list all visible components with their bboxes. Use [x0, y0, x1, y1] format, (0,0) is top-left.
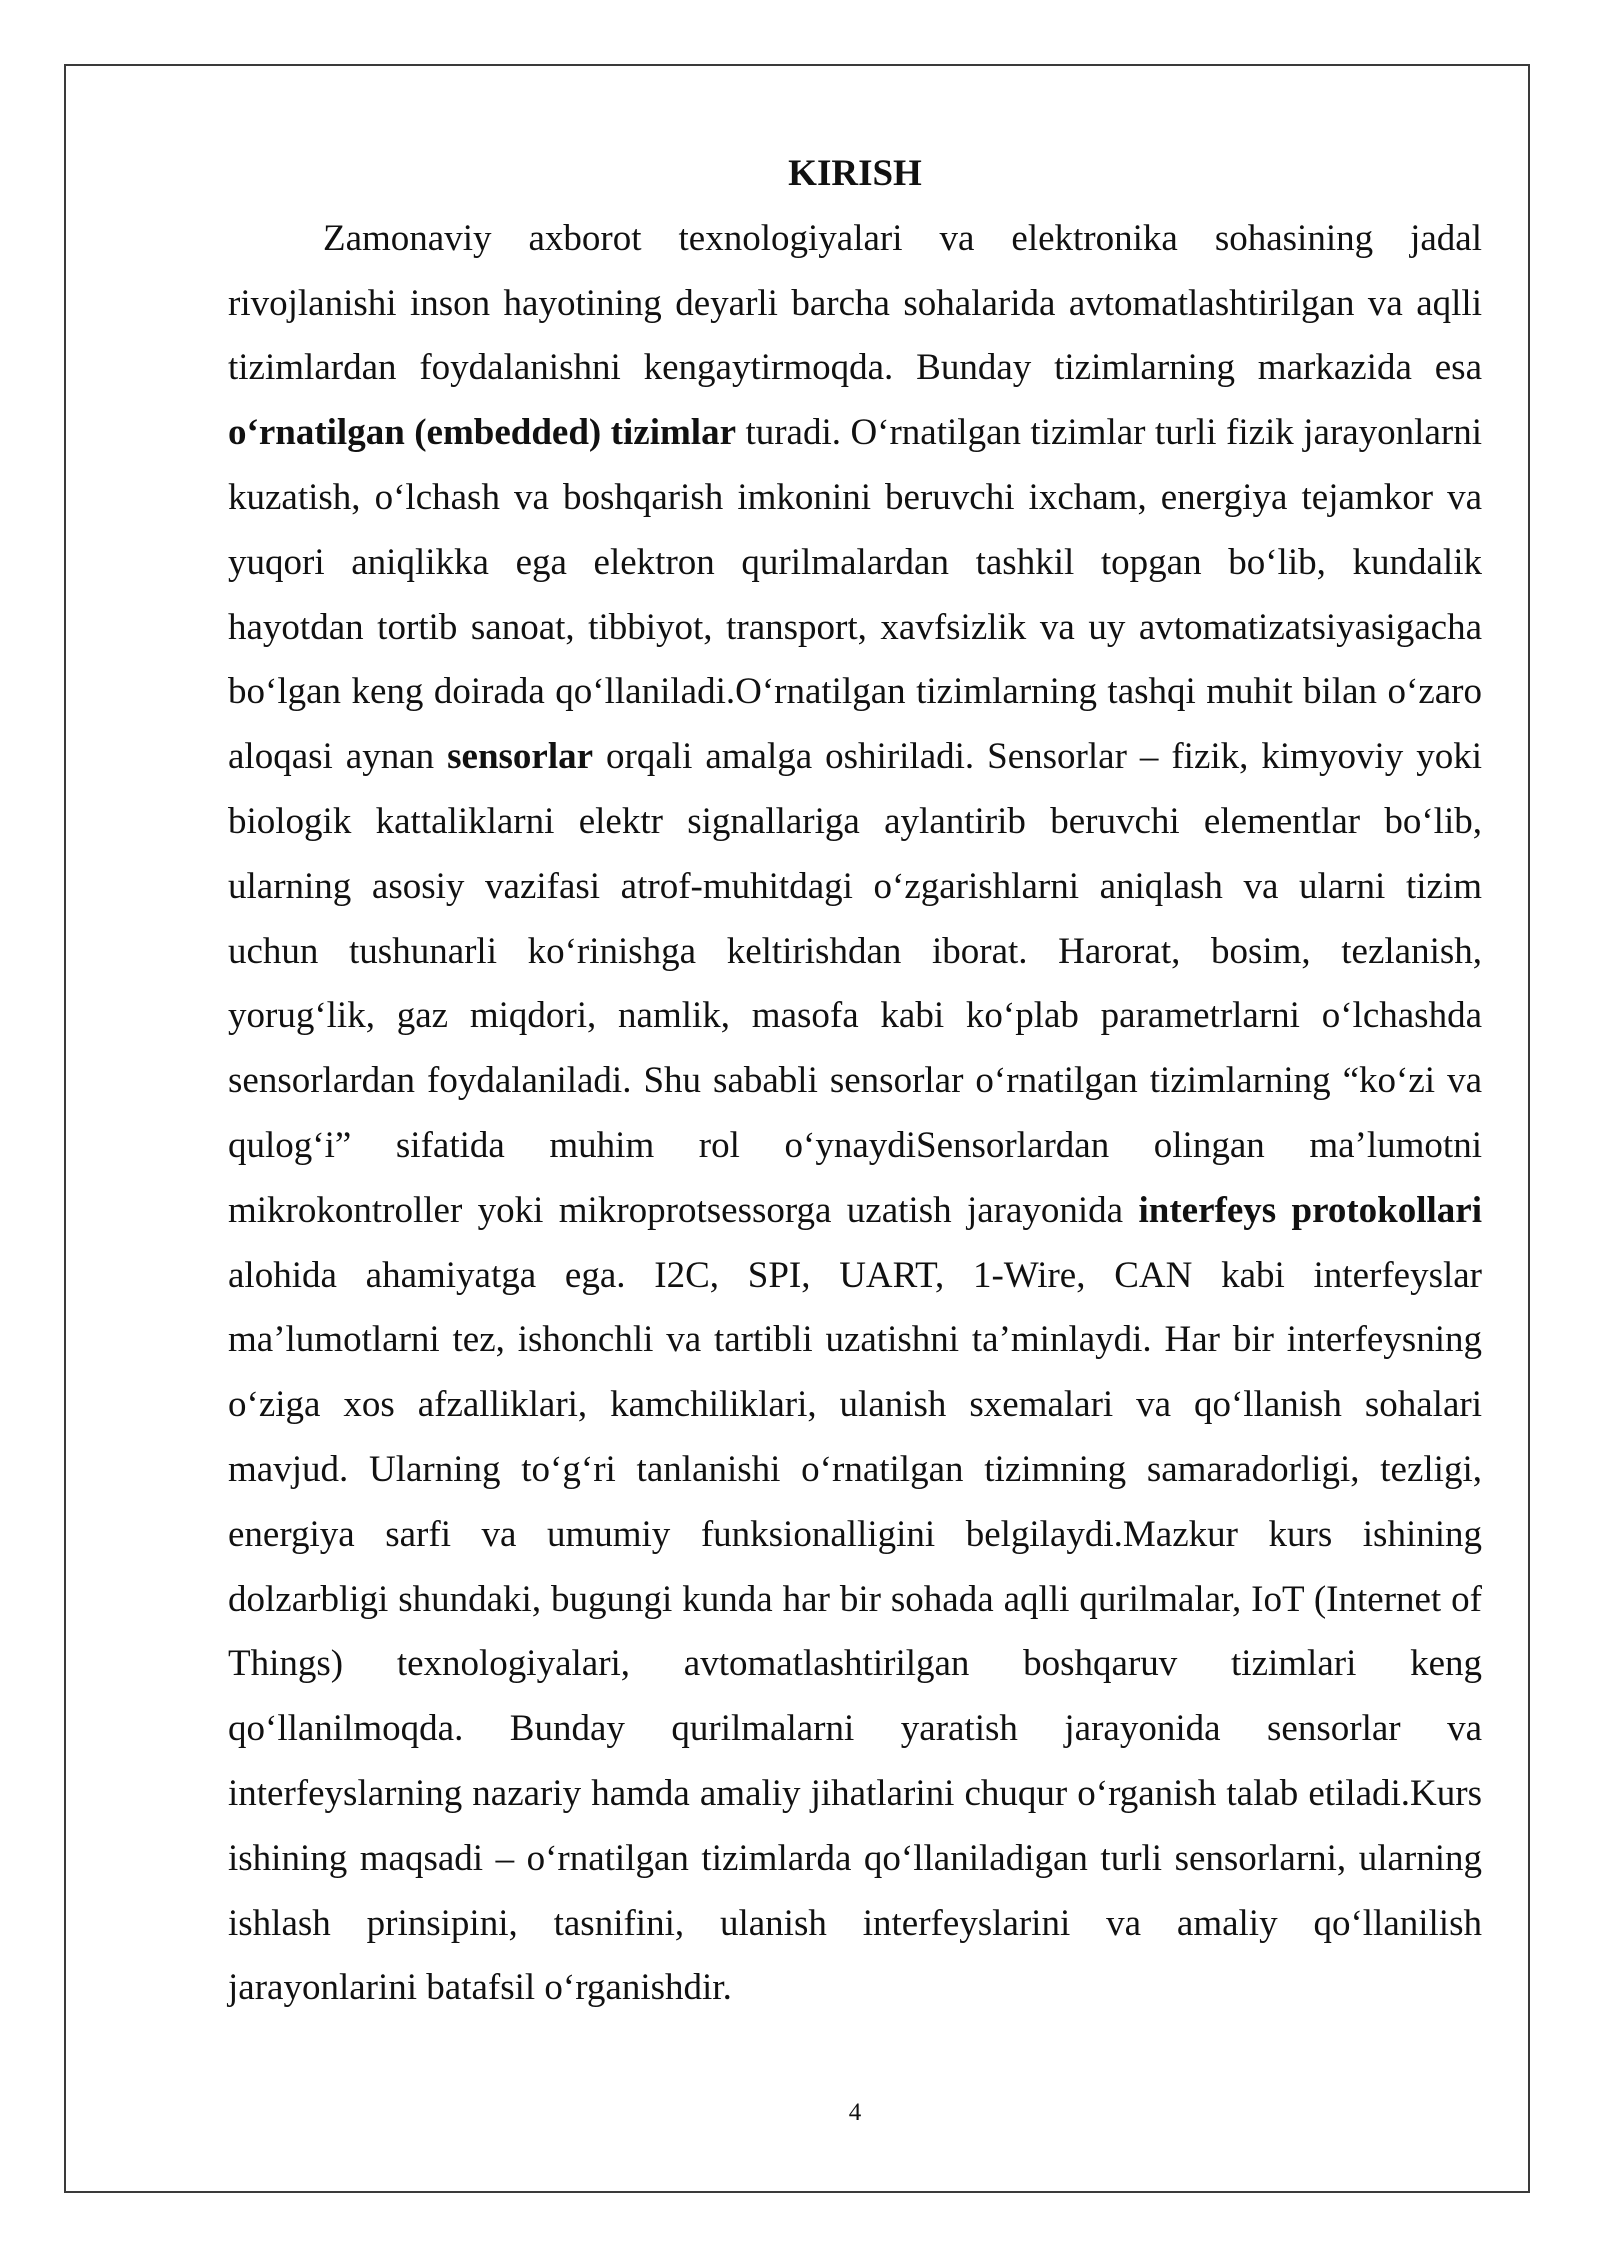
text-line: qulog‘i” sifatida muhim rol o‘ynaydiSensorlardan olingan ma’lumotni	[228, 1124, 1482, 1166]
text-segment: mikrokontroller yoki mikroprotsessorga uzatish jarayonida	[228, 1189, 1124, 1231]
document-body	[228, 142, 1482, 2021]
text-line: Zamonaviy axborot texnologiyalari va elektronika sohasining jadal	[323, 217, 1482, 259]
text-line: jarayonlarini batafsil o‘rganishdir.	[228, 1967, 732, 2009]
text-line: biologik kattaliklarni elektr signallariga aylantirib beruvchi elementlar bo‘lib,	[228, 800, 1482, 842]
text-line: ishining maqsadi – o‘rnatilgan tizimlarda qo‘llaniladigan turli sensorlarni, ularning	[228, 1837, 1482, 1879]
text-line: energiya sarfi va umumiy funksionalligini belgilaydi.Mazkur kurs ishining	[228, 1513, 1482, 1555]
text-line: alohida ahamiyatga ega. I2C, SPI, UART, 1-Wire, CAN kabi interfeyslar	[228, 1254, 1482, 1296]
text-segment: aloqasi aynan	[228, 736, 435, 778]
text-line: tizimlardan foydalanishni kengaytirmoqda. Bunday tizimlarning markazida esa	[228, 347, 1482, 389]
text-line	[228, 725, 1482, 790]
text-line: ularning asosiy vazifasi atrof-muhitdagi o‘zgarishlarni aniqlash va ularni tizim	[228, 865, 1482, 907]
text-line: mavjud. Ularning to‘g‘ri tanlanishi o‘rnatilgan tizimning samaradorligi, tezligi,	[228, 1448, 1482, 1490]
bold-term: interfeys protokollari	[1138, 1189, 1482, 1231]
text-line: kuzatish, o‘lchash va boshqarish imkonini beruvchi ixcham, energiya tejamkor va	[228, 476, 1482, 518]
text-line: dolzarbligi shundaki, bugungi kunda har bir sohada aqlli qurilmalar, IoT (Internet of	[228, 1578, 1482, 1620]
text-segment: turadi. O‘rnatilgan tizimlar turli fizik jarayonlarni	[745, 412, 1482, 454]
text-line: uchun tushunarli ko‘rinishga keltirishdan iborat. Harorat, bosim, tezlanish,	[228, 930, 1482, 972]
text-line	[228, 1179, 1482, 1244]
section-heading: KIRISH	[788, 153, 922, 194]
text-line: Things) texnologiyalari, avtomatlashtirilgan boshqaruv tizimlari keng	[228, 1643, 1482, 1685]
page-number: 4	[848, 2099, 862, 2126]
text-line: yuqori aniqlikka ega elektron qurilmalardan tashkil topgan bo‘lib, kundalik	[228, 541, 1482, 583]
text-line: ma’lumotlarni tez, ishonchli va tartibli uzatishni ta’minlaydi. Har bir interfeysning	[228, 1319, 1482, 1361]
text-line	[228, 401, 1482, 466]
text-line: yorug‘lik, gaz miqdori, namlik, masofa kabi ko‘plab parametrlarni o‘lchashda	[228, 995, 1482, 1037]
text-line: qo‘llanilmoqda. Bunday qurilmalarni yaratish jarayonida sensorlar va	[228, 1708, 1482, 1750]
text-segment: orqali amalga oshiriladi. Sensorlar – fizik, kimyoviy yoki	[606, 736, 1482, 778]
text-line: rivojlanishi inson hayotining deyarli barcha sohalarida avtomatlashtirilgan va aqlli	[228, 282, 1482, 324]
text-line: bo‘lgan keng doirada qo‘llaniladi.O‘rnatilgan tizimlarning tashqi muhit bilan o‘zaro	[228, 671, 1482, 713]
text-line: sensorlardan foydalaniladi. Shu sababli sensorlar o‘rnatilgan tizimlarning “ko‘zi va	[228, 1060, 1482, 1102]
text-line: o‘ziga xos afzalliklari, kamchiliklari, ulanish sxemalari va qo‘llanish sohalari	[228, 1384, 1482, 1426]
bold-term: o‘rnatilgan (embedded) tizimlar	[228, 412, 737, 454]
text-line: interfeyslarning nazariy hamda amaliy jihatlarini chuqur o‘rganish talab etiladi.Kurs	[228, 1772, 1482, 1814]
text-line: ishlash prinsipini, tasnifini, ulanish interfeyslarini va amaliy qo‘llanilish	[228, 1902, 1482, 1944]
bold-term: sensorlar	[447, 736, 594, 778]
text-line: hayotdan tortib sanoat, tibbiyot, transport, xavfsizlik va uy avtomatizatsiyasigacha	[228, 606, 1482, 648]
